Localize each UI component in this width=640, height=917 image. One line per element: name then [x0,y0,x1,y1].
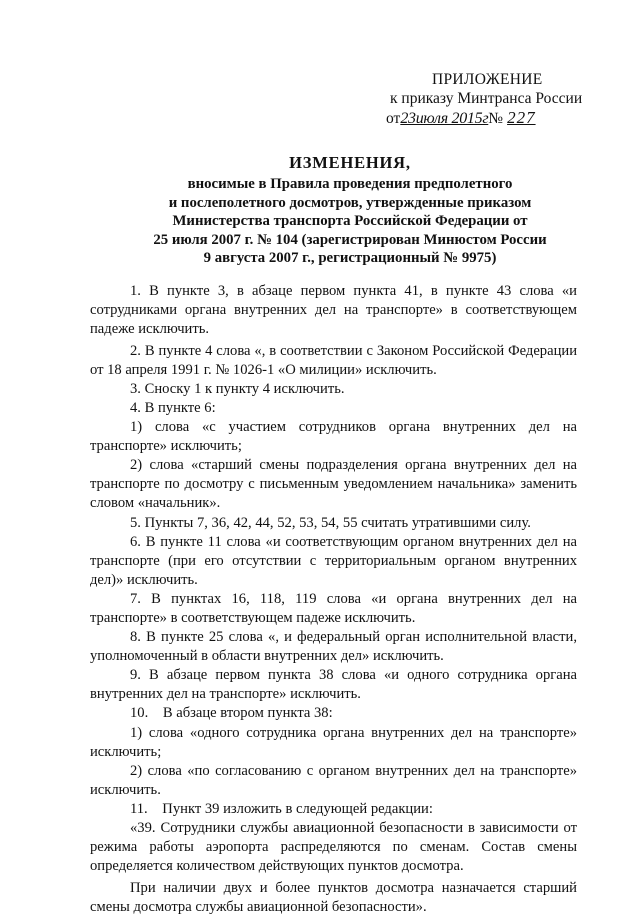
paragraph: 5. Пункты 7, 36, 42, 44, 52, 53, 54, 55 считать утратившими силу. [130,514,531,531]
paragraph: 6. В пункте 11 слова «и соответствующим органом внутренних дел на транспорте (при его отсутствии с территориальным органом внутренних дел)» исключить. [90,533,577,588]
order-reference: к приказу Минтранса России [390,90,583,107]
paragraph: 1) слова «одного сотрудника органа внутренних дел на транспорте» исключить; [90,724,577,760]
number-prefix: № [488,110,504,127]
title-line: вносимые в Правила проведения предполетного [187,176,513,192]
date-prefix: от [386,110,401,127]
paragraph: 1. В пункте 3, в абзаце первом пункта 41, в пункте 43 слова «и сотрудниками органа внутренних дел на транспорте» в соответствующем падеже исключить. [90,283,577,338]
document-title [100,151,600,268]
paragraph: 4. В пункте 6: [130,399,216,416]
paragraph: 7. В пунктах 16, 118, 119 слова «и органа внутренних дел на транспорте» в соответствующем падеже исключить. [90,590,577,626]
paragraph: 10. В абзаце втором пункта 38: [130,705,333,722]
title-line: и послеполетного досмотров, утвержденные приказом [168,194,532,211]
paragraph: 2. В пункте 4 слова «, в соответствии с Законом Российской Федерации от 18 апреля 1991 г. № 1026-1 «О милиции» исключить. [90,342,577,378]
title-line: Министерства транспорта Российской Федерации от [172,213,528,230]
paragraph: 2) слова «по согласованию с органом внутренних дел на транспорте» исключить. [90,762,577,798]
paragraph: 1) слова «с участием сотрудников органа внутренних дел на транспорте» исключить; [90,419,577,455]
paragraph: 11. Пункт 39 изложить в следующей редакции: [130,800,433,817]
paragraph: 9. В абзаце первом пункта 38 слова «и одного сотрудника органа внутренних дел на транспорте» исключить. [90,667,577,703]
title-line: 25 июля 2007 г. № 104 (зарегистрирован Минюстом России [153,231,547,248]
appendix-title: ПРИЛОЖЕНИЕ [432,71,543,88]
order-date-line [386,108,536,128]
paragraph: «39. Сотрудники службы авиационной безопасности в зависимости от режима работы аэропорта распределяются по сменам. Состав смены определяется количеством действующих пунктов досмотра. [90,820,577,875]
paragraph: При наличии двух и более пунктов досмотра назначается старший смены досмотра службы авиационной безопасности». [90,879,577,915]
paragraph: 2) слова «старший смены подразделения органа внутренних дел на транспорте по досмотру с письменным уведомлением начальника» заменить словом «начальник». [90,457,577,512]
document-body [90,282,577,917]
title-line: 9 августа 2007 г., регистрационный № 9975) [203,250,497,267]
title-main: ИЗМЕНЕНИЯ, [289,153,411,172]
handwritten-date: 23июля 2015г [400,110,489,127]
paragraph: 8. В пункте 25 слова «, и федеральный орган исполнительной власти, уполномоченный в области внутренних дел» исключить. [90,629,577,665]
paragraph: 3. Сноску 1 к пункту 4 исключить. [130,380,345,397]
handwritten-number: 227 [507,108,536,127]
